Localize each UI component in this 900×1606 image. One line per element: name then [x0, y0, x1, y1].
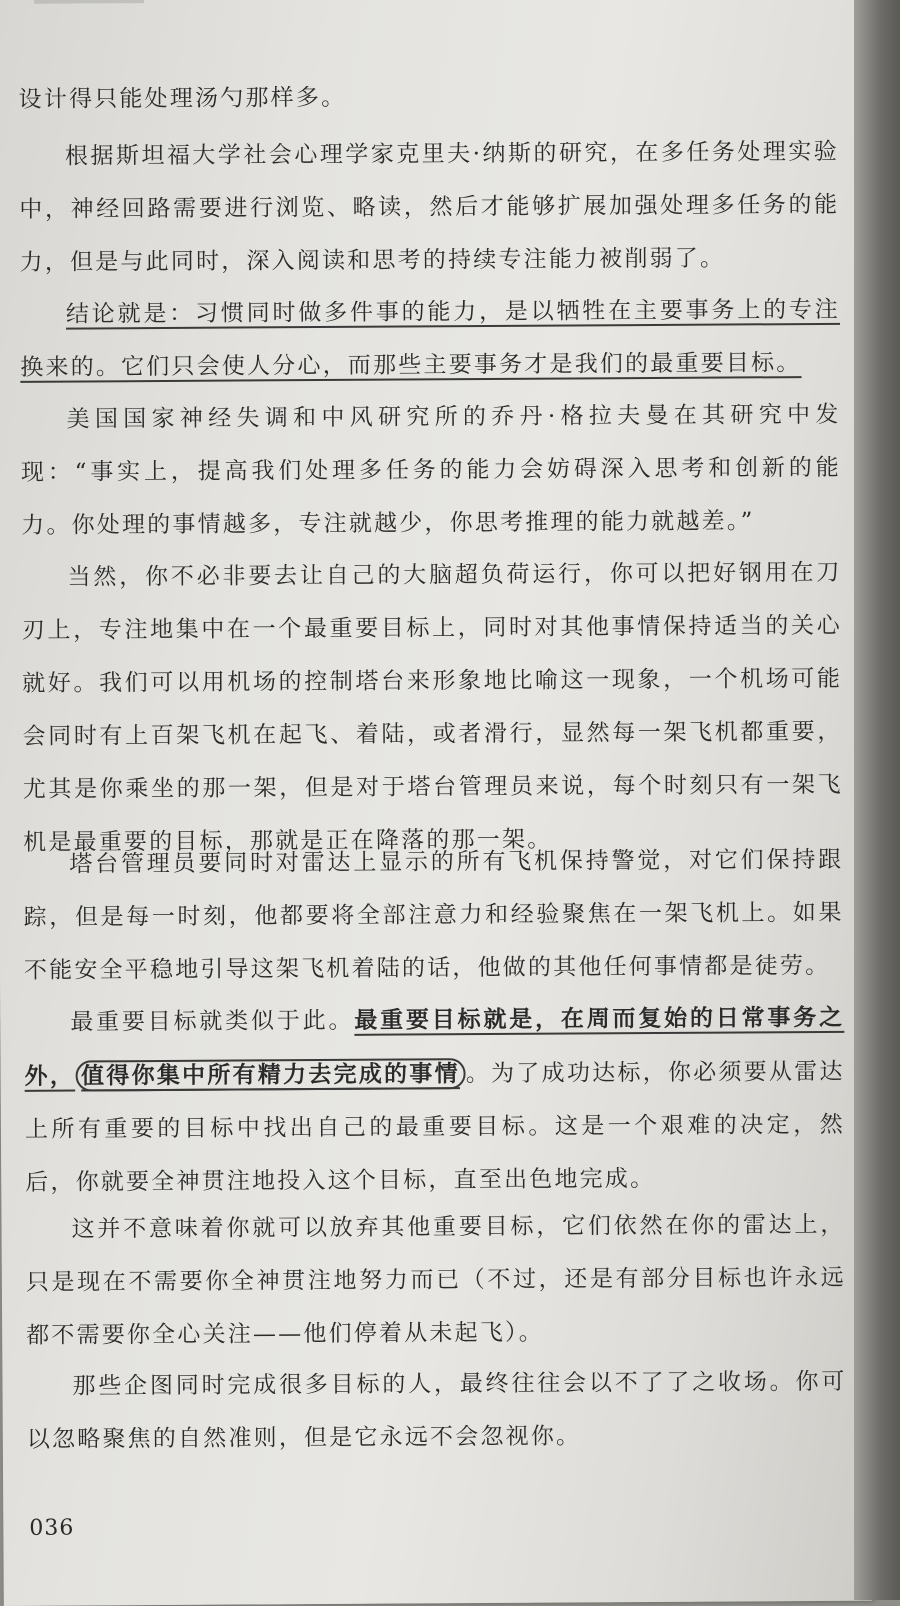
book-spine-edge — [854, 0, 900, 1600]
paragraph-9: 那些企图同时完成很多目标的人，最终往往会以不了了之收场。你可以忽略聚焦的自然准则，但是它永远不会忽视你。 — [26, 1368, 847, 1453]
page-number: 036 — [29, 1515, 75, 1541]
paragraph-4: 美国国家神经失调和中风研究所的乔丹·格拉夫曼在其研究中发现：“事实上，提高我们处理多任务的能力会妨碍深入思考和创新的能力。你处理的事情越多，专注就越少，你思考推理的能力就越差。” — [20, 401, 841, 539]
paragraph-2: 根据斯坦福大学社会心理学家克里夫·纳斯的研究，在多任务处理实验中，神经回路需要进行浏览、略读，然后才能够扩展加强处理多任务的能力，但是与此同时，深入阅读和思考的持续专注能力被削弱了。 — [19, 138, 840, 276]
paragraph-8: 这并不意味着你就可以放弃其他重要目标，它们依然在你的雷达上，只是现在不需要你全神贯注地努力而已（不过，还是有部分目标也许永远都不需要你全心关注——他们停着从未起飞）。 — [25, 1211, 846, 1349]
cropped-running-header — [34, 0, 144, 4]
paragraph-7 — [24, 991, 845, 1210]
paragraph-5: 当然，你不必非要去让自己的大脑超负荷运行，你可以把好钢用在刀刃上，专注地集中在一个最重要目标上，同时对其他事情保持适当的关心就好。我们可以用机场的控制塔台来形象地比喻这一现象，一个机场可能会同时有上百架飞机在起飞、着陆，或者滑行，显然每一架飞机都重要，尤其是你乘坐的那一架，但是对于塔台管理员来说，每个时刻只有一架飞机是最重要的目标，那就是正在降落的那一架。 — [21, 559, 843, 856]
bold-underlined-definition: 最重要目标就是，在周而复始的日常事务之外， — [24, 1003, 845, 1090]
paragraph-1: 设计得只能处理汤勺那样多。 — [18, 84, 347, 113]
paragraph-7-lead: 最重要目标就类似于此。 — [70, 1007, 355, 1036]
paragraph-7-rest: 。为了成功达标，你必须要从雷达上所有重要的目标中找出自己的最重要目标。这是一个艰难的决定，然后，你就要全神贯注地投入这个目标，直至出色地完成。 — [24, 1058, 845, 1196]
paragraph-6: 塔台管理员要同时对雷达上显示的所有飞机保持警觉，对它们保持跟踪，但是每一时刻，他都要将全部注意力和经验聚焦在一架飞机上。如果不能安全平稳地引导这架飞机着陆的话，他做的其他任何事情都是徒劳。 — [23, 846, 844, 984]
bold-circled-phrase: 值得你集中所有精力去完成的事情 — [75, 1058, 466, 1091]
paragraph-3-underlined — [20, 284, 841, 395]
underlined-conclusion: 结论就是：习惯同时做多件事的能力，是以牺牲在主要事务上的专注换来的。它们只会使人分心，而那些主要事务才是我们的最重要目标。 — [20, 296, 841, 381]
